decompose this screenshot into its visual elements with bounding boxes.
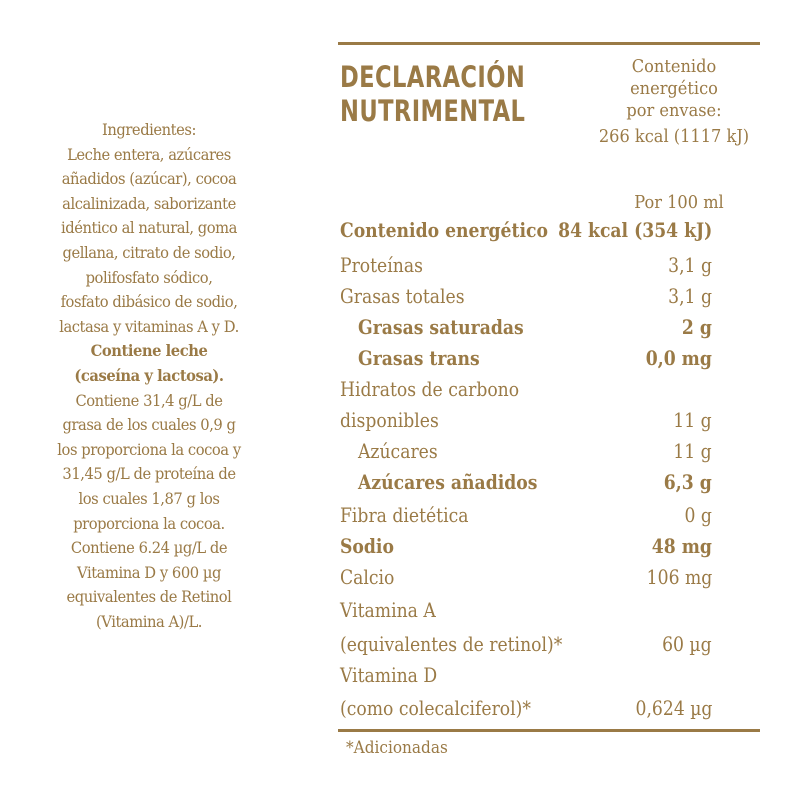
ingredients-line: 31,45 g/L de proteína de — [62, 464, 236, 484]
nutrient-row — [340, 562, 712, 592]
nutrient-label: (equivalentes de retinol)* — [340, 632, 563, 656]
nutrient-row — [340, 436, 712, 466]
ingredients-line: idéntico al natural, goma — [61, 218, 237, 238]
ingredients-line: fosfato dibásico de sodio, — [60, 292, 238, 312]
top-rule — [338, 42, 760, 45]
nutrient-row — [340, 467, 712, 497]
ingredients-line: alcalinizada, saborizante — [62, 193, 236, 213]
nutrition-panel — [338, 42, 760, 758]
nutrient-value: 0,0 mg — [645, 346, 712, 370]
ingredients-line: (Vitamina A)/L. — [95, 611, 203, 631]
nutrient-row — [340, 660, 712, 690]
allergen-line: (caseína y lactosa). — [74, 365, 224, 385]
nutrient-value: 60 µg — [662, 632, 712, 656]
nutrient-label: Contenido energético — [340, 218, 548, 242]
ingredients-line: equivalentes de Retinol — [66, 587, 232, 607]
nutrient-row — [340, 405, 712, 435]
nutrient-value: 6,3 g — [664, 470, 712, 494]
ingredients-line: los cuales 1,87 g los — [78, 488, 220, 508]
nutrient-row — [340, 312, 712, 342]
per-100-header: Por 100 ml — [634, 192, 724, 213]
ingredients-block — [30, 118, 267, 634]
ingredients-line: polifosfato sódico, — [85, 267, 213, 287]
ingredients-line: Vitamina D y 600 µg — [77, 562, 221, 582]
ingredients-line: grasa de los cuales 0,9 g — [62, 415, 236, 435]
ingredients-line: Contiene 6.24 µg/L de — [70, 538, 228, 558]
nutrient-value: 84 kcal (354 kJ) — [557, 218, 712, 242]
nutrient-row — [340, 281, 712, 311]
nutrient-value: 0 g — [684, 503, 712, 527]
ingredients-line: gellana, citrato de sodio, — [62, 242, 236, 262]
nutrient-value: 48 mg — [651, 534, 712, 558]
nutrition-title — [340, 60, 525, 128]
nutrient-row — [340, 531, 712, 561]
energy-package-label: por envase: — [626, 100, 722, 121]
nutrient-label: Azúcares añadidos — [358, 470, 538, 494]
nutrient-label: Grasas saturadas — [358, 315, 524, 339]
nutrient-label: Proteínas — [340, 253, 423, 277]
nutrient-value: 3,1 g — [668, 253, 712, 277]
ingredients-heading: Ingredientes: — [102, 120, 196, 139]
nutrient-label: (como colecalciferol)* — [340, 696, 531, 720]
nutrient-value: 11 g — [673, 408, 712, 432]
ingredients-line: Leche entera, azúcares — [67, 144, 231, 164]
nutrient-value: 2 g — [682, 315, 712, 339]
ingredients-line: proporciona la cocoa. — [73, 513, 225, 533]
nutrient-row — [340, 215, 712, 245]
nutrient-row — [340, 595, 712, 625]
ingredients-line: lactasa y vitaminas A y D. — [59, 316, 239, 336]
energy-package-label: energético — [630, 78, 718, 99]
energy-per-package — [597, 56, 752, 148]
ingredients-line: los proporciona la cocoa y — [57, 439, 241, 459]
nutrient-label: Azúcares — [358, 439, 438, 463]
nutrient-row — [340, 343, 712, 373]
nutrient-value: 0,624 µg — [635, 696, 712, 720]
nutrient-row — [340, 693, 712, 723]
nutrient-label: Sodio — [340, 534, 394, 558]
nutrient-label: Grasas trans — [358, 346, 480, 370]
nutrient-label: Vitamina D — [340, 663, 438, 687]
nutrient-label: Vitamina A — [340, 598, 436, 622]
title-line: DECLARACIÓN — [340, 60, 526, 94]
bottom-rule — [338, 729, 760, 732]
nutrient-value: 106 mg — [646, 565, 712, 589]
nutrient-label: Grasas totales — [340, 284, 465, 308]
nutrient-value: 11 g — [673, 439, 712, 463]
nutrient-label: Hidratos de carbono — [340, 377, 520, 401]
allergen-line: Contiene leche — [90, 341, 208, 361]
ingredients-line: Contiene 31,4 g/L de — [75, 390, 223, 410]
nutrient-row — [340, 250, 712, 280]
energy-package-label: Contenido — [631, 56, 717, 77]
nutrient-label: Fibra dietética — [340, 503, 469, 527]
nutrient-label: disponibles — [340, 408, 439, 432]
nutrient-value: 3,1 g — [668, 284, 712, 308]
energy-package-value: 266 kcal (1117 kJ) — [598, 126, 750, 147]
nutrient-row — [340, 374, 712, 404]
nutrient-row — [340, 629, 712, 659]
nutrient-row — [340, 500, 712, 530]
title-line: NUTRIMENTAL — [340, 94, 526, 128]
ingredients-line: añadidos (azúcar), cocoa — [61, 169, 237, 189]
footnote: *Adicionadas — [346, 738, 448, 758]
nutrient-label: Calcio — [340, 565, 395, 589]
